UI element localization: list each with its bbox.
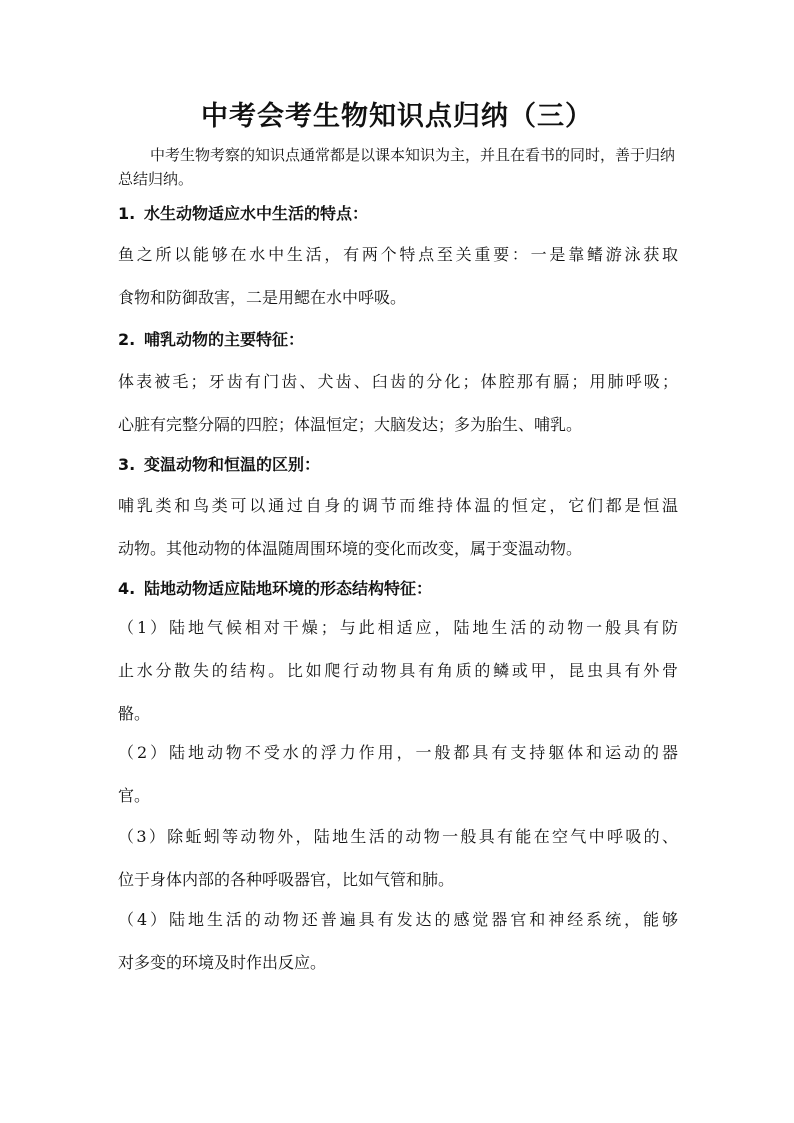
section-4-item-1 — [118, 606, 678, 735]
section-4-item-4-line-1: （4）陆地生活的动物还普遍具有发达的感觉器官和神经系统，能够 — [118, 910, 678, 929]
section-4-item-1-line-1: （1）陆地气候相对干燥；与此相适应，陆地生活的动物一般具有防 — [118, 618, 678, 637]
section-2-line-1: 体表被毛；牙齿有门齿、犬齿、臼齿的分化；体腔那有膈；用肺呼吸； — [118, 372, 678, 391]
section-4-title: 陆地动物适应陆地环境的形态结构特征： — [144, 579, 433, 598]
section-2-body — [118, 360, 678, 446]
section-3-title: 变温动物和恒温的区别： — [144, 455, 321, 474]
section-1-number: 1. — [118, 204, 136, 223]
section-1-line-1: 鱼之所以能够在水中生活，有两个特点至关重要：一是靠鳍游泳获取 — [118, 245, 678, 264]
section-4-item-1-line-2: 止水分散失的结构。比如爬行动物具有角质的鳞或甲，昆虫具有外骨 — [118, 661, 678, 680]
section-1-body — [118, 233, 678, 319]
section-1-line-2: 食物和防御敌害，二是用鳃在水中呼吸。 — [118, 288, 407, 307]
section-1-heading — [118, 201, 368, 227]
section-3-line-2: 动物。其他动物的体温随周围环境的变化而改变，属于变温动物。 — [118, 539, 583, 558]
section-4-item-3 — [118, 815, 678, 901]
section-4-item-4 — [118, 898, 678, 984]
section-4-item-2 — [118, 731, 678, 817]
section-4-number: 4. — [118, 579, 136, 598]
section-4-item-2-line-2: 官。 — [118, 786, 151, 805]
section-4-item-3-line-1: （3）除蚯蚓等动物外，陆地生活的动物一般具有能在空气中呼吸的、 — [118, 827, 678, 846]
section-4-item-4-line-2: 对多变的环境及时作出反应。 — [118, 953, 327, 972]
section-2-title: 哺乳动物的主要特征： — [144, 330, 305, 349]
section-3-number: 3. — [118, 455, 136, 474]
page-title: 中考会考生物知识点归纳（三） — [201, 101, 593, 132]
section-3-body — [118, 484, 678, 570]
section-2-line-2: 心脏有完整分隔的四腔；体温恒定；大脑发达；多为胎生、哺乳。 — [118, 415, 583, 434]
section-1-title: 水生动物适应水中生活的特点： — [144, 204, 369, 223]
section-3-line-1: 哺乳类和鸟类可以通过自身的调节而维持体温的恒定，它们都是恒温 — [118, 496, 678, 515]
section-3-heading — [118, 452, 320, 478]
section-4-item-3-line-2: 位于身体内部的各种呼吸器官，比如气管和肺。 — [118, 870, 455, 889]
intro-paragraph: 中考生物考察的知识点通常都是以课本知识为主，并且在看书的同时，善于归纳总结归纳。 — [118, 146, 676, 188]
section-2-number: 2. — [118, 330, 136, 349]
section-4-item-1-line-3: 骼。 — [118, 704, 151, 723]
section-2-heading — [118, 327, 304, 353]
section-4-item-2-line-1: （2）陆地动物不受水的浮力作用，一般都具有支持躯体和运动的器 — [118, 743, 678, 762]
section-4-heading — [118, 576, 432, 602]
